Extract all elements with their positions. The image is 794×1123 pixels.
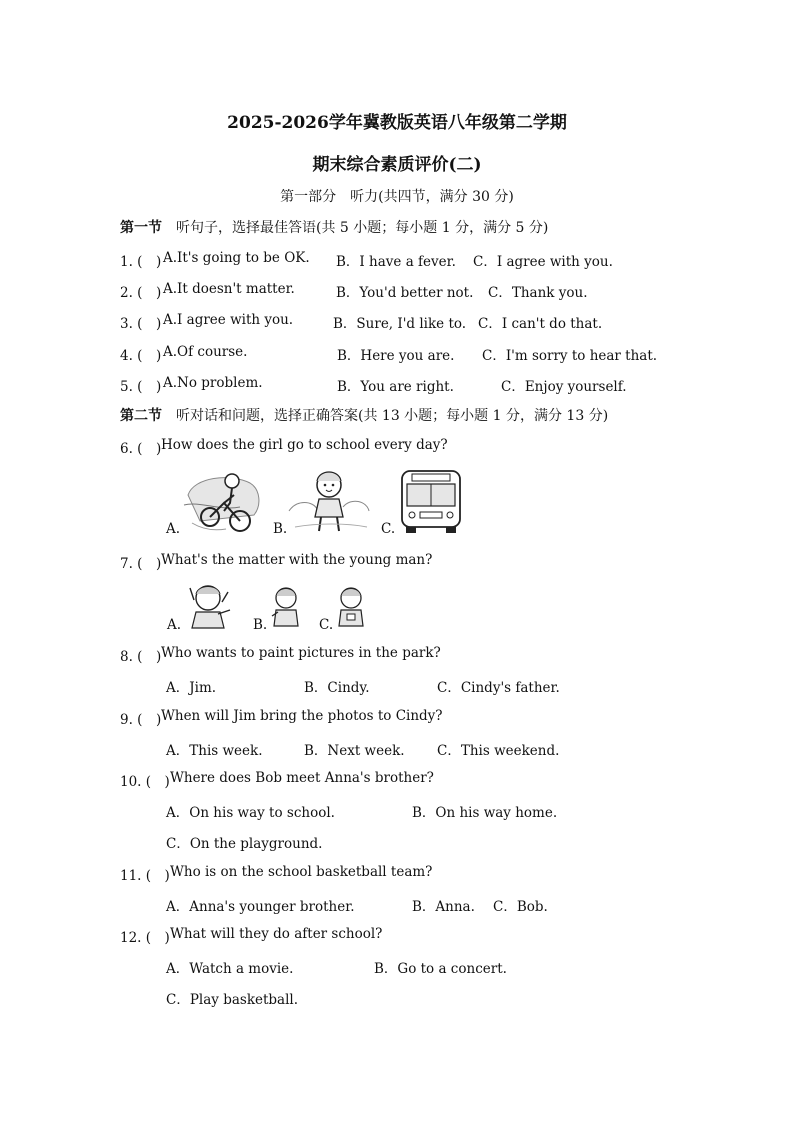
q1-option-c: C．I agree with you.	[473, 254, 613, 270]
q6-label-c: C.	[381, 521, 396, 537]
q3-number[interactable]: 3. ( )	[120, 316, 162, 332]
q4-number[interactable]: 4. ( )	[120, 348, 162, 364]
q6-question-text: How does the girl go to school every day?	[161, 437, 448, 453]
q10-option-a: A．On his way to school.	[166, 805, 335, 821]
q5-option-a: A.No problem.	[163, 375, 263, 391]
q8-question-text: Who wants to paint pictures in the park?	[161, 645, 441, 661]
q8-option-a: A．Jim.	[166, 680, 217, 696]
q1-option-a: A.It's going to be OK.	[163, 250, 310, 266]
q10-option-c: C．On the playground.	[166, 836, 323, 852]
q1-number[interactable]: 1. ( )	[120, 254, 162, 270]
q4-option-a: A.Of course.	[163, 344, 248, 360]
q2-option-c: C．Thank you.	[488, 285, 588, 301]
q7-label-a: A.	[167, 617, 182, 633]
exam-subtitle: 期末综合素质评价(二)	[312, 155, 482, 175]
q7-number[interactable]: 7. ( )	[120, 556, 162, 572]
q9-option-b: B．Next week.	[304, 743, 405, 759]
q11-number[interactable]: 11. ( )	[120, 868, 170, 884]
part-heading: 第一部分 听力(共四节，满分 30 分)	[280, 189, 514, 205]
q9-option-c: C．This weekend.	[437, 743, 560, 759]
q8-option-c: C．Cindy's father.	[437, 680, 560, 696]
q8-number[interactable]: 8. ( )	[120, 649, 162, 665]
q11-question-text: Who is on the school basketball team?	[170, 864, 433, 880]
section2-instructions: 听对话和问题，选择正确答案(共 13 小题；每小题 1 分，满分 13 分)	[176, 408, 609, 424]
q8-option-b: B．Cindy.	[304, 680, 370, 696]
section2-heading	[120, 405, 608, 425]
bus-image	[396, 465, 466, 535]
q7-question-text: What's the matter with the young man?	[161, 552, 433, 568]
q12-option-a: A．Watch a movie.	[166, 961, 294, 977]
exam-title: 2025-2026学年冀教版英语八年级第二学期	[227, 113, 567, 133]
q6-label-a: A.	[166, 521, 181, 537]
section2-label: 第二节	[120, 408, 162, 424]
q7-label-c: C.	[319, 617, 334, 633]
section1-label: 第一节	[120, 220, 162, 236]
q10-question-text: Where does Bob meet Anna's brother?	[170, 770, 434, 786]
q5-option-c: C．Enjoy yourself.	[501, 379, 627, 395]
q2-option-b: B．You'd better not.	[336, 285, 474, 301]
q1-option-b: B．I have a fever.	[336, 254, 456, 270]
section1-heading	[120, 217, 548, 237]
q9-question-text: When will Jim bring the photos to Cindy?	[161, 708, 443, 724]
q11-option-c: C．Bob.	[493, 899, 548, 915]
q12-option-c: C．Play basketball.	[166, 992, 299, 1008]
q7-label-b: B.	[253, 617, 268, 633]
q4-option-b: B．Here you are.	[337, 348, 455, 364]
q3-option-a: A.I agree with you.	[163, 312, 294, 328]
q2-number[interactable]: 2. ( )	[120, 285, 162, 301]
q4-option-c: C．I'm sorry to hear that.	[482, 348, 658, 364]
q6-label-b: B.	[273, 521, 288, 537]
q3-option-c: C．I can't do that.	[478, 316, 603, 332]
q12-number[interactable]: 12. ( )	[120, 930, 170, 946]
section1-instructions: 听句子，选择最佳答语(共 5 小题；每小题 1 分，满分 5 分)	[176, 220, 549, 236]
man-cold-image	[334, 584, 368, 632]
q5-number[interactable]: 5. ( )	[120, 379, 162, 395]
q11-option-b: B．Anna.	[412, 899, 475, 915]
q2-option-a: A.It doesn't matter.	[163, 281, 295, 297]
man-headache-image	[182, 580, 238, 630]
q12-option-b: B．Go to a concert.	[374, 961, 507, 977]
q9-number[interactable]: 9. ( )	[120, 712, 162, 728]
q12-question-text: What will they do after school?	[170, 926, 383, 942]
girl-riding-bike-image	[180, 465, 266, 535]
q3-option-b: B．Sure, I'd like to.	[333, 316, 467, 332]
q5-option-b: B．You are right.	[337, 379, 454, 395]
man-standing-image	[268, 584, 304, 632]
q9-option-a: A．This week.	[166, 743, 263, 759]
q11-option-a: A．Anna's younger brother.	[166, 899, 355, 915]
q10-number[interactable]: 10. ( )	[120, 774, 170, 790]
q6-number[interactable]: 6. ( )	[120, 441, 162, 457]
q10-option-b: B．On his way home.	[412, 805, 558, 821]
girl-walking-image	[287, 465, 371, 535]
